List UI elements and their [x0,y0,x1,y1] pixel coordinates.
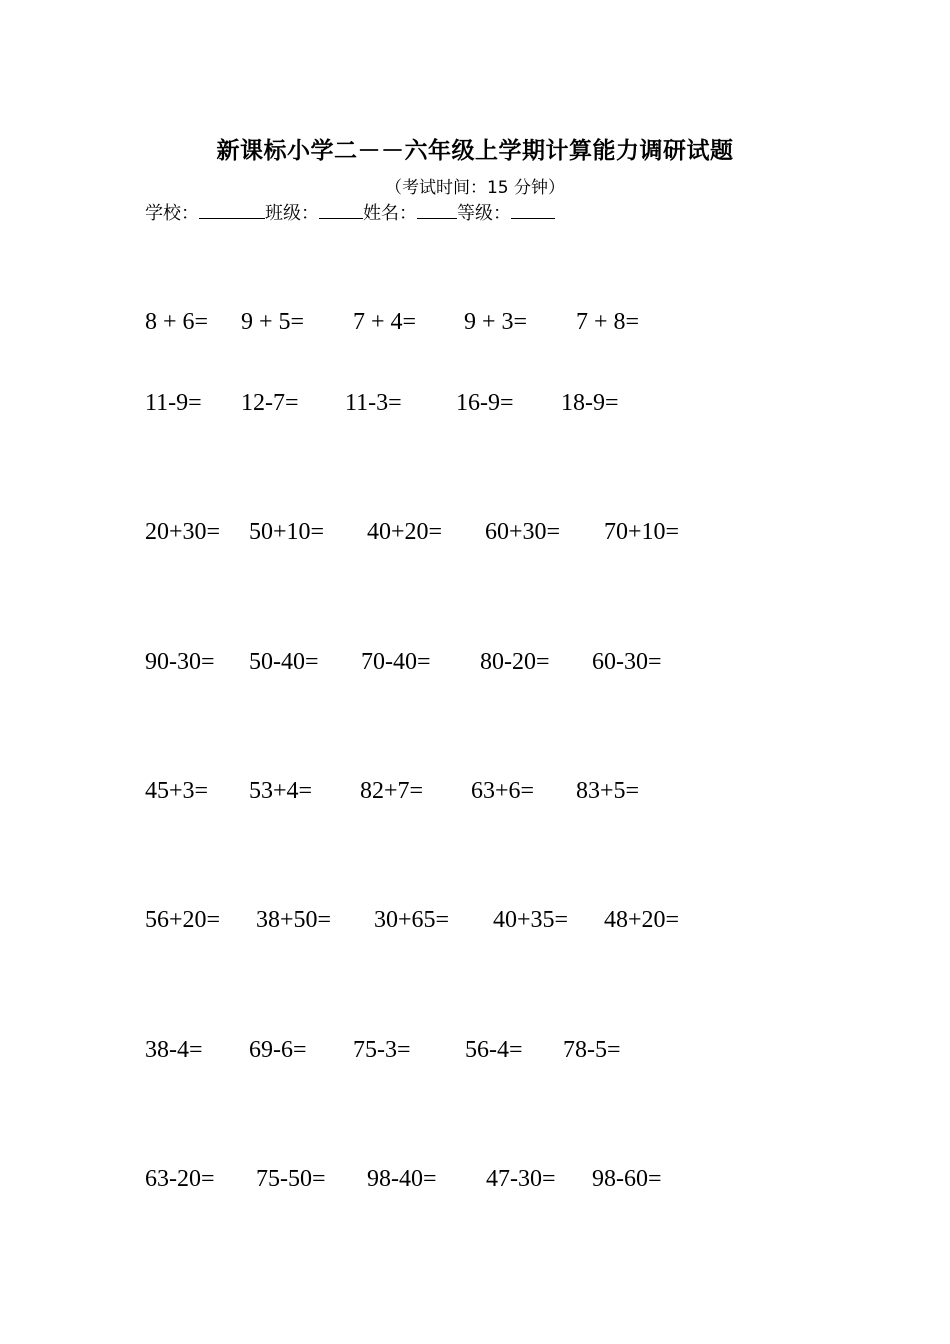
problem: 11-9= [145,390,202,416]
problem: 38+50= [256,907,332,933]
problem: 82+7= [360,778,424,804]
problem: 8 + 6= [145,309,209,335]
problem-row [145,778,845,810]
problem: 63+6= [471,778,535,804]
problem: 75-50= [256,1166,326,1192]
problem-row [145,519,845,551]
problem: 11-3= [345,390,402,416]
problem: 60-30= [592,649,662,675]
problem: 48+20= [604,907,680,933]
problem: 20+30= [145,519,221,545]
problem-row [145,1037,845,1069]
problem: 78-5= [563,1037,621,1063]
problem: 53+4= [249,778,313,804]
problem: 70-40= [361,649,431,675]
problem-row [145,1166,845,1198]
problem: 98-60= [592,1166,662,1192]
problem: 40+35= [493,907,569,933]
problem: 70+10= [604,519,680,545]
problem: 16-9= [456,390,514,416]
problem: 40+20= [367,519,443,545]
grade-blank[interactable] [511,200,555,219]
problem: 75-3= [353,1037,411,1063]
problem-row [145,309,845,341]
class-blank[interactable] [319,200,363,219]
page-title: 新课标小学二－－六年级上学期计算能力调研试题 [216,138,734,164]
problem: 80-20= [480,649,550,675]
grade-label: 等级： [457,203,511,224]
problem: 9 + 3= [464,309,528,335]
problem: 30+65= [374,907,450,933]
problem: 7 + 4= [353,309,417,335]
name-blank[interactable] [417,200,457,219]
problem: 69-6= [249,1037,307,1063]
problem: 9 + 5= [241,309,305,335]
problem: 63-20= [145,1166,215,1192]
school-blank[interactable] [199,200,265,219]
problem: 50+10= [249,519,325,545]
problem-row [145,390,845,422]
problem: 98-40= [367,1166,437,1192]
problem: 12-7= [241,390,299,416]
problem: 45+3= [145,778,209,804]
school-label: 学校： [145,203,199,224]
problem-row [145,907,845,939]
problem: 47-30= [486,1166,556,1192]
name-label: 姓名： [363,203,417,224]
student-info-line [145,199,555,225]
problem: 56+20= [145,907,221,933]
problem: 90-30= [145,649,215,675]
problem: 7 + 8= [576,309,640,335]
problem: 60+30= [485,519,561,545]
problem: 18-9= [561,390,619,416]
problem: 50-40= [249,649,319,675]
exam-time-note: （考试时间：15 分钟） [384,178,566,198]
class-label: 班级： [265,203,319,224]
problem: 83+5= [576,778,640,804]
problem: 38-4= [145,1037,203,1063]
problem-row [145,649,845,681]
problem: 56-4= [465,1037,523,1063]
